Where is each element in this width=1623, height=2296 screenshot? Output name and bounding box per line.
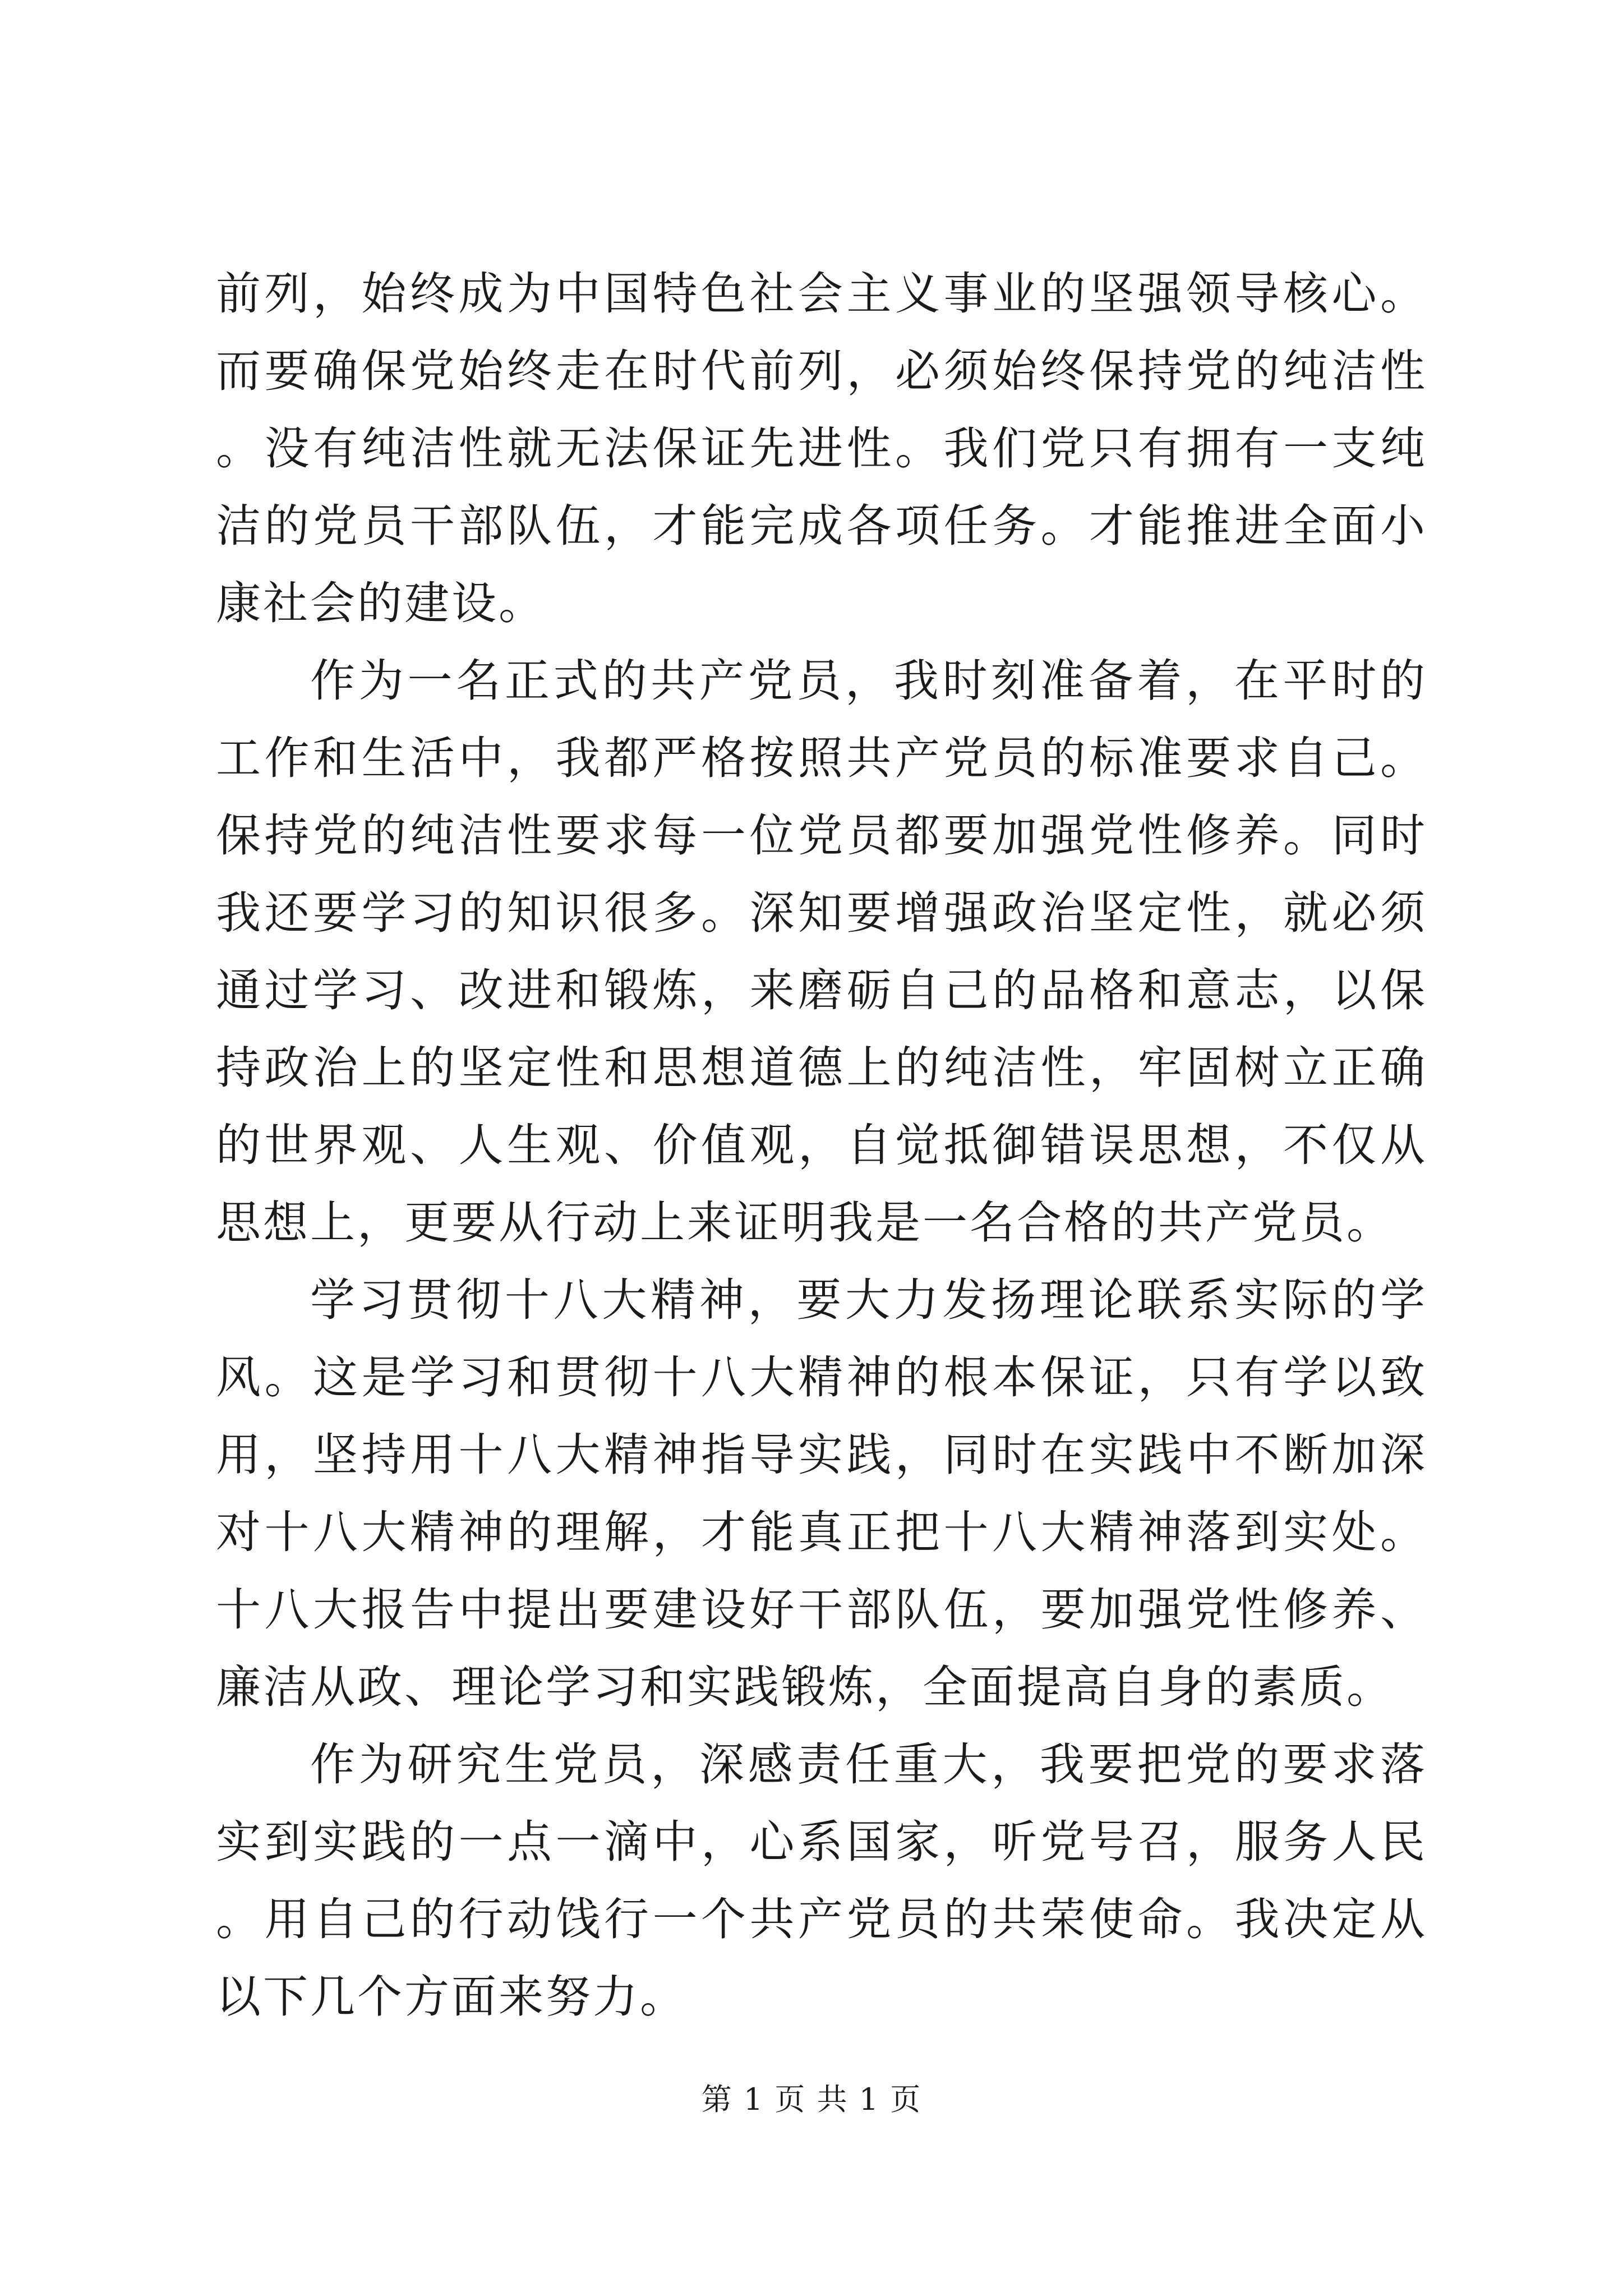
page-footer: 第 1 页 共 1 页: [701, 2082, 922, 2117]
document-body: [216, 255, 1427, 2036]
paragraph-eighteenth-congress: 学习贯彻十八大精神，要大力发扬理论联系实际的学风。这是学习和贯彻十八大精神的根本保证，只有学以致用，坚持用十八大精神指导实践，同时在实践中不断加深对十八大精神的理解，才能真正把十八大精神落到实处。十八大报告中提出要建设好干部队伍，要加强党性修养、廉洁从政、理论学习和实践锻炼，全面提高自身的素质。: [216, 1274, 1427, 1713]
paragraph-party-member: 作为一名正式的共产党员，我时刻准备着，在平时的工作和生活中，我都严格按照共产党员的标准要求自己。保持党的纯洁性要求每一位党员都要加强党性修养。同时我还要学习的知识很多。深知要增强政治坚定性，就必须通过学习、改进和锻炼，来磨砺自己的品格和意志，以保持政治上的坚定性和思想道德上的纯洁性，牢固树立正确的世界观、人生观、价值观，自觉抵御错误思想，不仅从思想上，更要从行动上来证明我是一名合格的共产党员。: [216, 655, 1427, 1249]
paragraph-graduate-member: 作为研究生党员，深感责任重大，我要把党的要求落实到实践的一点一滴中，心系国家，听党号召，服务人民。用自己的行动饯行一个共产党员的共荣使命。我决定从以下几个方面来努力。: [216, 1738, 1427, 2023]
paragraph-continued: 前列，始终成为中国特色社会主义事业的坚强领导核心。而要确保党始终走在时代前列，必须始终保持党的纯洁性。没有纯洁性就无法保证先进性。我们党只有拥有一支纯洁的党员干部队伍，才能完成各项任务。才能推进全面小康社会的建设。: [216, 268, 1427, 629]
